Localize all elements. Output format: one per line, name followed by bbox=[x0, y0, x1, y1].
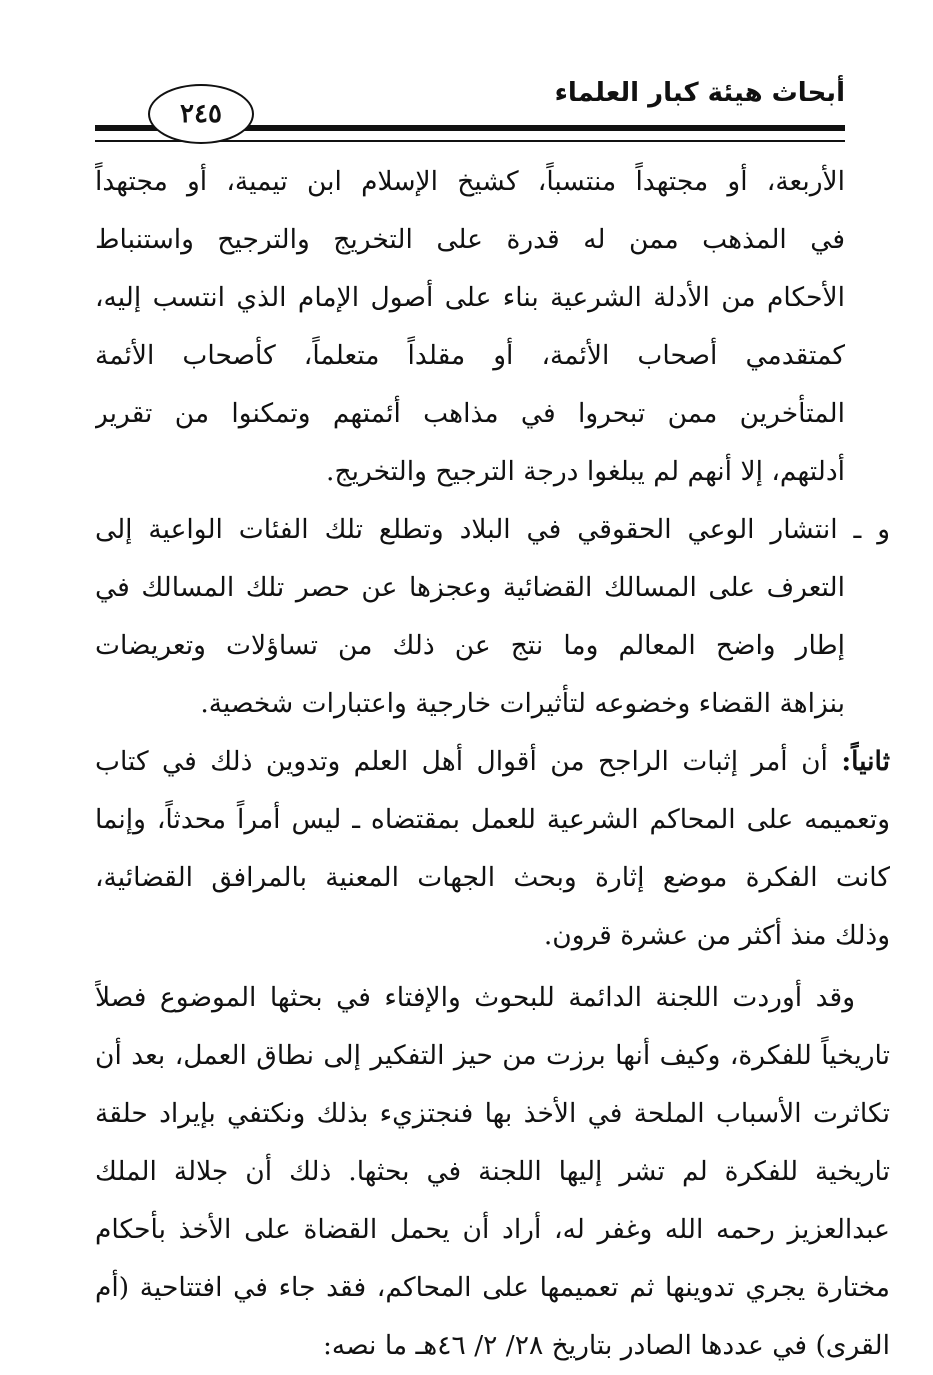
text-line: المتأخرين ممن تبحروا في مذاهب أئمتهم وتمكنوا من تقرير bbox=[95, 398, 845, 429]
text-line: تكاثرت الأسباب الملحة في الأخذ بها فنجتزيء بذلك ونكتفي بإيراد حلقة bbox=[95, 1098, 890, 1129]
text-line: الأربعة، أو مجتهداً منتسباً، كشيخ الإسلام ابن تيمية، أو مجتهداً bbox=[95, 166, 845, 197]
text-line: عبدالعزيز رحمه الله وغفر له، أراد أن يحمل القضاة على الأخذ بأحكام bbox=[95, 1214, 890, 1245]
text-line: بنزاهة القضاء وخضوعه لتأثيرات خارجية واعتبارات شخصية. bbox=[200, 688, 845, 719]
body-text bbox=[95, 153, 890, 1375]
text-line: القرى) في عددها الصادر بتاريخ ٢٨/ ٢/ ٤٦هـ ما نصه: bbox=[322, 1330, 890, 1361]
text-line: كانت الفكرة موضع إثارة وبحث الجهات المعنية بالمرافق القضائية، bbox=[95, 862, 890, 893]
text-line: أدلتهم، إلا أنهم لم يبلغوا درجة الترجيح والتخريج. bbox=[326, 456, 845, 487]
page-number-oval bbox=[148, 84, 254, 144]
text-line: مختارة يجري تدوينها ثم تعميمها على المحاكم، فقد جاء في افتتاحية (أم bbox=[95, 1272, 890, 1303]
text-line: كمتقدمي أصحاب الأئمة، أو مقلداً متعلماً، كأصحاب الأئمة bbox=[95, 340, 845, 371]
text-line: التعرف على المسالك القضائية وعجزها عن حصر تلك المسالك في bbox=[95, 572, 845, 603]
text-line: تاريخية للفكرة لم تشر إليها اللجنة في بحثها. ذلك أن جلالة الملك bbox=[95, 1156, 890, 1187]
text-line: تاريخياً للفكرة، وكيف أنها برزت من حيز التفكير إلى نطاق العمل، بعد أن bbox=[95, 1040, 890, 1071]
page-number: ٢٤٥ bbox=[180, 99, 222, 129]
text-line: وتعميمه على المحاكم الشرعية للعمل بمقتضاه ـ ليس أمراً محدثاً، وإنما bbox=[95, 804, 890, 835]
text-line: و ـ انتشار الوعي الحقوقي في البلاد وتطلع تلك الفئات الواعية إلى bbox=[95, 514, 890, 545]
text-line: في المذهب ممن له قدرة على التخريج والترجيح واستنباط bbox=[95, 224, 845, 255]
text-line bbox=[95, 733, 890, 791]
text-line: الأحكام من الأدلة الشرعية بناء على أصول الإمام الذي انتسب إليه، bbox=[95, 282, 845, 313]
section-lead-text: أن أمر إثبات الراجح من أقوال أهل العلم وتدوين ذلك في كتاب bbox=[95, 746, 828, 777]
text-line: إطار واضح المعالم وما نتج عن ذلك من تساؤلات وتعريضات bbox=[95, 630, 845, 661]
text-line: وذلك منذ أكثر من عشرة قرون. bbox=[543, 920, 890, 951]
running-header-title: أبحاث هيئة كبار العلماء bbox=[554, 78, 845, 108]
section-lead: ثانياً: bbox=[841, 746, 890, 777]
text-line: وقد أوردت اللجنة الدائمة للبحوث والإفتاء في بحثها الموضوع فصلاً bbox=[95, 982, 855, 1013]
